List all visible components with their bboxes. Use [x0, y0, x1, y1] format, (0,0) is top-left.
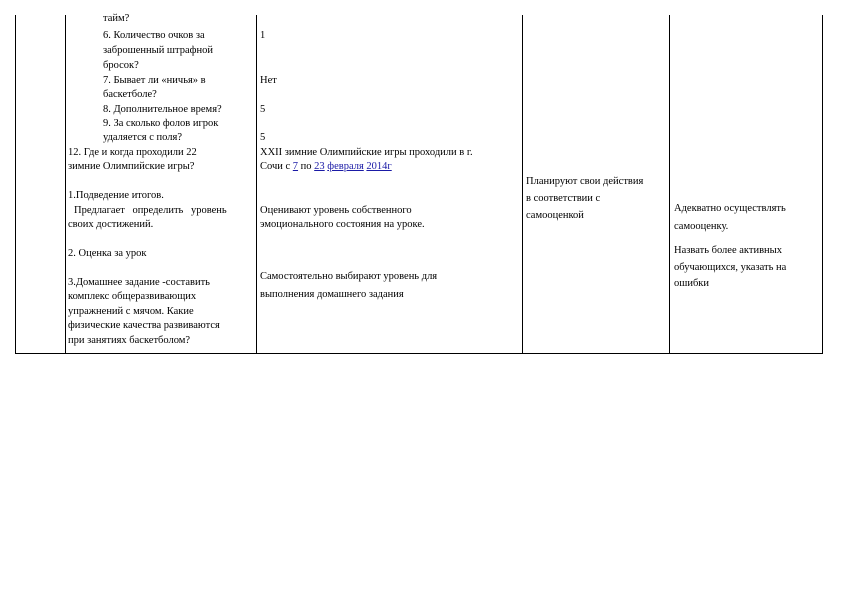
homework-text: упражнений с мячом. Какие [68, 306, 194, 317]
date-link-february[interactable]: февраля [327, 161, 364, 172]
answer-12-text: по [298, 161, 315, 172]
summary-heading: 1.Подведение итогов. [68, 190, 164, 201]
column-divider [669, 15, 670, 353]
outcome-text: Адекватно осуществлять [674, 203, 786, 214]
summary-text: своих достижений. [68, 219, 154, 230]
question-7: баскетболе? [103, 89, 157, 100]
homework-text: комплекс общеразвивающих [68, 291, 197, 302]
answer-12 [260, 160, 392, 173]
column-divider [522, 15, 523, 353]
evaluate-text: эмоционального состояния на уроке. [260, 219, 425, 230]
answer-12-text: Сочи с [260, 161, 293, 172]
choose-text: выполнения домашнего задания [260, 289, 404, 300]
question-8: 8. Дополнительное время? [103, 104, 222, 115]
answer-6: 1 [260, 30, 266, 41]
question-tail: тайм? [103, 13, 130, 24]
date-link-2014[interactable]: 2014г [366, 161, 392, 172]
question-6: бросок? [103, 60, 139, 71]
outcome-text: обучающихся, указать на [674, 262, 787, 273]
question-12: 12. Где и когда проходили 22 [68, 147, 197, 158]
homework-text: при занятиях баскетболом? [68, 335, 191, 346]
homework-heading: 3.Домашнее задание -составить [68, 277, 210, 288]
grade-heading: 2. Оценка за урок [68, 248, 147, 259]
outcome-text: самооценку. [674, 221, 729, 232]
outcome-text: Назвать более активных [674, 245, 782, 256]
outcome-text: ошибки [674, 278, 710, 289]
question-6: 6. Количество очков за [103, 30, 205, 41]
question-6: заброшенный штрафной [103, 45, 213, 56]
plan-text: в соответствии с [526, 193, 601, 204]
plan-text: Планируют свои действия [526, 176, 644, 187]
question-9: 9. За сколько фолов игрок [103, 118, 219, 129]
summary-text: Предлагает определить уровень [74, 205, 227, 216]
column-divider [256, 15, 257, 353]
question-7: 7. Бывает ли «ничья» в [103, 75, 206, 86]
question-9: удаляется с поля? [103, 132, 182, 143]
column-divider [65, 15, 66, 353]
evaluate-text: Оценивают уровень собственного [260, 205, 412, 216]
question-12: зимние Олимпийские игры? [68, 161, 195, 172]
choose-text: Самостоятельно выбирают уровень для [260, 271, 438, 282]
plan-text: самооценкой [526, 210, 584, 221]
date-link-23[interactable]: 23 [314, 161, 325, 172]
answer-7: Нет [260, 75, 277, 86]
date-link-7[interactable]: 7 [292, 161, 299, 172]
answer-8: 5 [260, 104, 266, 115]
answer-12: XXII зимние Олимпийские игры проходили в г. [260, 147, 473, 158]
answer-9: 5 [260, 132, 266, 143]
homework-text: физические качества развиваются [68, 320, 220, 331]
